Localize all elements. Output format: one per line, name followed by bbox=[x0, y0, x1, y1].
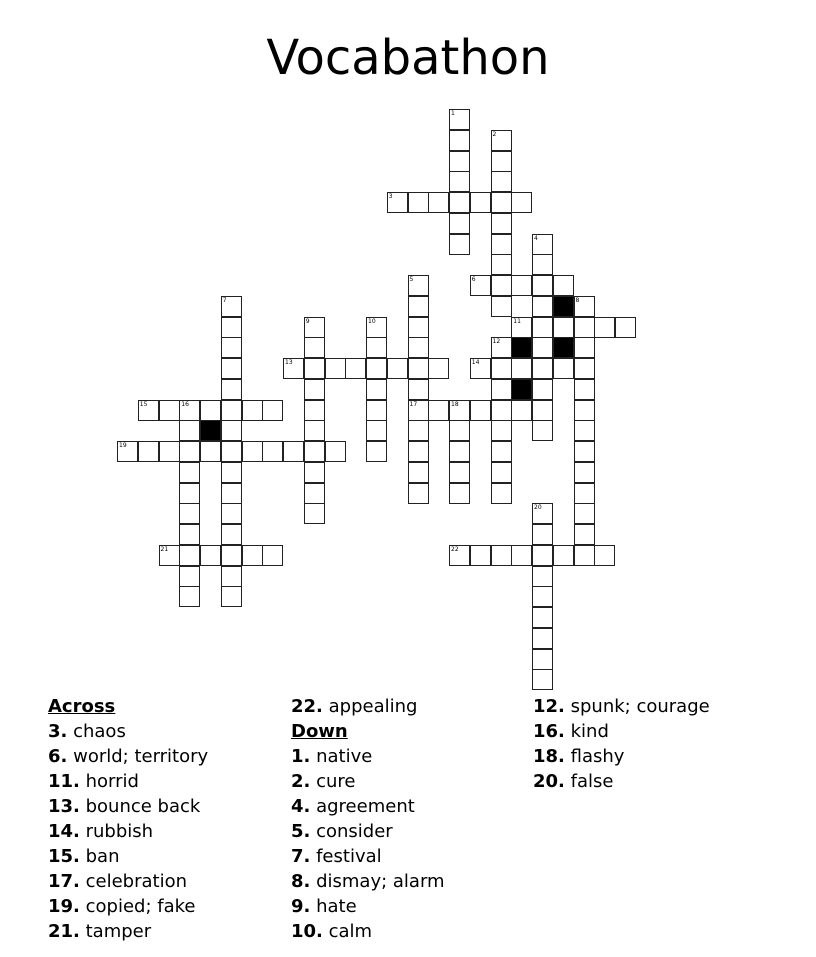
puzzle-title: Vocabathon bbox=[266, 30, 550, 86]
clue-item bbox=[48, 819, 208, 844]
grid-cell[interactable] bbox=[574, 462, 595, 483]
grid-cell[interactable] bbox=[159, 441, 180, 462]
clue-number: 14 bbox=[471, 359, 480, 366]
grid-cell[interactable] bbox=[511, 192, 532, 213]
black-cell bbox=[200, 420, 221, 441]
grid-cell[interactable] bbox=[179, 400, 200, 421]
grid-cell[interactable] bbox=[449, 192, 470, 213]
clue-item bbox=[48, 794, 208, 819]
clues-column-2 bbox=[291, 694, 445, 944]
black-cell bbox=[511, 379, 532, 400]
grid-cell[interactable] bbox=[491, 151, 512, 172]
grid-cell[interactable] bbox=[366, 337, 387, 358]
grid-cell[interactable] bbox=[179, 420, 200, 441]
clue-text: ban bbox=[79, 846, 120, 867]
grid-cell[interactable] bbox=[491, 296, 512, 317]
grid-cell[interactable] bbox=[179, 462, 200, 483]
clue-item bbox=[291, 694, 445, 719]
grid-cell[interactable] bbox=[532, 649, 553, 670]
clue-text: consider bbox=[310, 821, 393, 842]
grid-cell[interactable] bbox=[532, 566, 553, 587]
clue-num: 14. bbox=[48, 821, 80, 842]
grid-cell[interactable] bbox=[532, 379, 553, 400]
grid-cell[interactable] bbox=[242, 400, 263, 421]
clue-item bbox=[533, 694, 710, 719]
clue-num: 16. bbox=[533, 721, 565, 742]
grid-cell[interactable] bbox=[449, 234, 470, 255]
grid-cell[interactable] bbox=[221, 483, 242, 504]
grid-cell[interactable] bbox=[491, 545, 512, 566]
clue-num: 1. bbox=[291, 746, 311, 767]
grid-cell[interactable] bbox=[283, 441, 304, 462]
clue-item bbox=[291, 919, 445, 944]
clue-number: 17 bbox=[409, 400, 418, 408]
clue-num: 15. bbox=[48, 846, 80, 867]
clue-number: 15 bbox=[139, 400, 148, 408]
clue-number: 13 bbox=[285, 359, 293, 366]
grid-cell[interactable] bbox=[366, 379, 387, 400]
clue-text: native bbox=[310, 746, 373, 767]
grid-cell[interactable] bbox=[491, 420, 512, 441]
grid-cell[interactable] bbox=[511, 317, 532, 338]
clue-num: 2. bbox=[291, 771, 311, 792]
grid-cell[interactable] bbox=[574, 337, 595, 358]
grid-cell[interactable] bbox=[366, 420, 387, 441]
clue-number: 7 bbox=[222, 296, 227, 304]
grid-cell[interactable] bbox=[553, 545, 574, 566]
grid-cell[interactable] bbox=[304, 379, 325, 400]
grid-cell[interactable] bbox=[221, 503, 242, 524]
clue-item bbox=[48, 894, 208, 919]
clue-item bbox=[48, 719, 208, 744]
grid-cell[interactable] bbox=[491, 462, 512, 483]
clue-number: 8 bbox=[575, 296, 580, 304]
grid-cell[interactable] bbox=[221, 337, 242, 358]
grid-cell[interactable] bbox=[449, 213, 470, 234]
grid-cell[interactable] bbox=[428, 400, 449, 421]
clue-item bbox=[48, 769, 208, 794]
grid-cell[interactable] bbox=[553, 358, 574, 379]
grid-cell[interactable] bbox=[491, 254, 512, 275]
grid-cell[interactable] bbox=[408, 379, 429, 400]
grid-cell[interactable] bbox=[304, 358, 325, 379]
grid-cell[interactable] bbox=[449, 462, 470, 483]
clue-num: 4. bbox=[291, 796, 311, 817]
grid-cell[interactable] bbox=[574, 317, 595, 338]
clue-num: 13. bbox=[48, 796, 80, 817]
grid-cell[interactable] bbox=[242, 545, 263, 566]
clue-number: 6 bbox=[471, 276, 476, 283]
clue-num: 3. bbox=[48, 721, 68, 742]
grid-cell[interactable] bbox=[532, 669, 553, 690]
grid-cell[interactable] bbox=[449, 483, 470, 504]
clue-item bbox=[48, 844, 208, 869]
grid-cell[interactable] bbox=[221, 358, 242, 379]
grid-cell[interactable] bbox=[159, 545, 180, 566]
grid-cell[interactable] bbox=[449, 109, 470, 130]
grid-cell[interactable] bbox=[532, 503, 553, 524]
grid-cell[interactable] bbox=[408, 192, 429, 213]
grid-cell[interactable] bbox=[408, 441, 429, 462]
clue-number: 10 bbox=[368, 317, 376, 325]
grid-cell[interactable] bbox=[200, 400, 221, 421]
grid-cell[interactable] bbox=[532, 628, 553, 649]
clue-number: 5 bbox=[409, 276, 414, 283]
clue-text: chaos bbox=[67, 721, 126, 742]
grid-cell[interactable] bbox=[574, 296, 595, 317]
grid-cell[interactable] bbox=[179, 503, 200, 524]
grid-cell[interactable] bbox=[428, 192, 449, 213]
clue-item bbox=[533, 744, 710, 769]
grid-cell[interactable] bbox=[491, 213, 512, 234]
clue-number: 19 bbox=[119, 442, 127, 449]
clue-text: celebration bbox=[79, 871, 187, 892]
grid-cell[interactable] bbox=[408, 358, 429, 379]
grid-cell[interactable] bbox=[221, 566, 242, 587]
grid-cell[interactable] bbox=[574, 545, 595, 566]
grid-cell[interactable] bbox=[532, 586, 553, 607]
grid-cell[interactable] bbox=[470, 192, 491, 213]
grid-cell[interactable] bbox=[387, 192, 408, 213]
grid-cell[interactable] bbox=[511, 358, 532, 379]
grid-cell[interactable] bbox=[304, 503, 325, 524]
grid-cell[interactable] bbox=[408, 462, 429, 483]
clue-text: world; territory bbox=[67, 746, 209, 767]
clue-item bbox=[533, 769, 710, 794]
grid-cell[interactable] bbox=[304, 420, 325, 441]
grid-cell[interactable] bbox=[470, 545, 491, 566]
grid-cell[interactable] bbox=[449, 420, 470, 441]
grid-cell[interactable] bbox=[491, 358, 512, 379]
clue-num: 6. bbox=[48, 746, 68, 767]
grid-cell[interactable] bbox=[491, 379, 512, 400]
down-clues bbox=[291, 744, 445, 944]
grid-cell[interactable] bbox=[491, 483, 512, 504]
grid-cell[interactable] bbox=[179, 441, 200, 462]
grid-cell[interactable] bbox=[366, 400, 387, 421]
grid-cell[interactable] bbox=[553, 317, 574, 338]
grid-cell[interactable] bbox=[179, 483, 200, 504]
clue-text: false bbox=[564, 771, 614, 792]
grid-cell[interactable] bbox=[262, 545, 283, 566]
clue-text: copied; fake bbox=[79, 896, 196, 917]
clues-column-1 bbox=[48, 694, 208, 944]
grid-cell[interactable] bbox=[491, 337, 512, 358]
grid-cell[interactable] bbox=[511, 545, 532, 566]
grid-cell[interactable] bbox=[574, 483, 595, 504]
clue-text: dismay; alarm bbox=[310, 871, 445, 892]
clue-num: 7. bbox=[291, 846, 311, 867]
clue-num: 19. bbox=[48, 896, 80, 917]
grid-cell[interactable] bbox=[179, 545, 200, 566]
clues-column-3 bbox=[533, 694, 710, 794]
grid-cell[interactable] bbox=[594, 545, 615, 566]
clue-item bbox=[291, 769, 445, 794]
grid-cell[interactable] bbox=[470, 358, 491, 379]
clue-text: appealing bbox=[322, 696, 418, 717]
grid-cell[interactable] bbox=[117, 441, 138, 462]
grid-cell[interactable] bbox=[574, 379, 595, 400]
grid-cell[interactable] bbox=[366, 441, 387, 462]
grid-cell[interactable] bbox=[553, 275, 574, 296]
clue-number: 21 bbox=[160, 545, 169, 553]
grid-cell[interactable] bbox=[408, 296, 429, 317]
grid-cell[interactable] bbox=[574, 503, 595, 524]
grid-cell[interactable] bbox=[594, 317, 615, 338]
grid-cell[interactable] bbox=[304, 483, 325, 504]
grid-cell[interactable] bbox=[408, 317, 429, 338]
grid-cell[interactable] bbox=[491, 275, 512, 296]
clue-text: spunk; courage bbox=[564, 696, 710, 717]
grid-cell[interactable] bbox=[574, 400, 595, 421]
grid-cell[interactable] bbox=[408, 337, 429, 358]
grid-cell[interactable] bbox=[221, 420, 242, 441]
grid-cell[interactable] bbox=[408, 400, 429, 421]
grid-cell[interactable] bbox=[532, 254, 553, 275]
clue-number: 16 bbox=[181, 400, 189, 408]
grid-cell[interactable] bbox=[262, 441, 283, 462]
grid-cell[interactable] bbox=[491, 192, 512, 213]
across-clues-continued bbox=[291, 694, 445, 719]
grid-cell[interactable] bbox=[532, 275, 553, 296]
grid-cell[interactable] bbox=[574, 358, 595, 379]
grid-cell[interactable] bbox=[491, 441, 512, 462]
clue-number: 20 bbox=[534, 504, 542, 512]
grid-cell[interactable] bbox=[449, 130, 470, 151]
grid-cell[interactable] bbox=[221, 462, 242, 483]
grid-cell[interactable] bbox=[221, 379, 242, 400]
clue-num: 21. bbox=[48, 921, 80, 942]
clue-item bbox=[48, 919, 208, 944]
clue-number: 2 bbox=[492, 130, 497, 138]
grid-cell[interactable] bbox=[325, 358, 346, 379]
grid-cell[interactable] bbox=[574, 524, 595, 545]
grid-cell[interactable] bbox=[532, 317, 553, 338]
clue-item bbox=[291, 869, 445, 894]
grid-cell[interactable] bbox=[221, 586, 242, 607]
clue-num: 17. bbox=[48, 871, 80, 892]
grid-cell[interactable] bbox=[408, 483, 429, 504]
grid-cell[interactable] bbox=[470, 275, 491, 296]
grid-cell[interactable] bbox=[138, 441, 159, 462]
grid-cell[interactable] bbox=[179, 586, 200, 607]
grid-cell[interactable] bbox=[242, 441, 263, 462]
grid-cell[interactable] bbox=[304, 462, 325, 483]
grid-cell[interactable] bbox=[262, 400, 283, 421]
clue-num: 18. bbox=[533, 746, 565, 767]
grid-cell[interactable] bbox=[408, 420, 429, 441]
grid-cell[interactable] bbox=[491, 234, 512, 255]
grid-cell[interactable] bbox=[325, 441, 346, 462]
clue-text: bounce back bbox=[79, 796, 201, 817]
grid-cell[interactable] bbox=[221, 524, 242, 545]
clue-item bbox=[48, 869, 208, 894]
clue-num: 22. bbox=[291, 696, 323, 717]
clue-number: 11 bbox=[513, 317, 521, 325]
grid-cell[interactable] bbox=[449, 441, 470, 462]
clue-num: 20. bbox=[533, 771, 565, 792]
clue-num: 5. bbox=[291, 821, 311, 842]
grid-cell[interactable] bbox=[221, 296, 242, 317]
grid-cell[interactable] bbox=[200, 545, 221, 566]
grid-cell[interactable] bbox=[304, 337, 325, 358]
grid-cell[interactable] bbox=[366, 358, 387, 379]
clue-number: 18 bbox=[451, 400, 459, 408]
grid-cell[interactable] bbox=[532, 296, 553, 317]
clue-text: kind bbox=[564, 721, 609, 742]
clue-item bbox=[291, 744, 445, 769]
clue-number: 22 bbox=[451, 545, 459, 553]
grid-cell[interactable] bbox=[449, 545, 470, 566]
grid-cell[interactable] bbox=[221, 400, 242, 421]
clue-item bbox=[291, 844, 445, 869]
clue-item bbox=[291, 894, 445, 919]
clue-text: calm bbox=[322, 921, 373, 942]
clue-text: rubbish bbox=[79, 821, 154, 842]
clue-text: hate bbox=[310, 896, 357, 917]
grid-cell[interactable] bbox=[366, 317, 387, 338]
grid-cell[interactable] bbox=[345, 358, 366, 379]
grid-cell[interactable] bbox=[532, 524, 553, 545]
grid-cell[interactable] bbox=[532, 607, 553, 628]
grid-cell[interactable] bbox=[159, 400, 180, 421]
clue-num: 9. bbox=[291, 896, 311, 917]
grid-cell[interactable] bbox=[387, 358, 408, 379]
grid-cell[interactable] bbox=[615, 317, 636, 338]
grid-cell[interactable] bbox=[491, 400, 512, 421]
grid-cell[interactable] bbox=[304, 400, 325, 421]
grid-cell[interactable] bbox=[221, 545, 242, 566]
grid-cell[interactable] bbox=[491, 130, 512, 151]
grid-cell[interactable] bbox=[511, 275, 532, 296]
clue-num: 11. bbox=[48, 771, 80, 792]
grid-cell[interactable] bbox=[221, 317, 242, 338]
grid-cell[interactable] bbox=[283, 358, 304, 379]
clue-text: cure bbox=[310, 771, 356, 792]
grid-cell[interactable] bbox=[221, 441, 242, 462]
grid-cell[interactable] bbox=[532, 545, 553, 566]
grid-cell[interactable] bbox=[179, 566, 200, 587]
clue-text: festival bbox=[310, 846, 382, 867]
grid-cell[interactable] bbox=[470, 400, 491, 421]
grid-cell[interactable] bbox=[532, 234, 553, 255]
down-header: Down bbox=[291, 721, 348, 742]
clue-number: 12 bbox=[492, 338, 501, 346]
down-clues-continued bbox=[533, 694, 710, 794]
black-cell bbox=[553, 296, 574, 317]
black-cell bbox=[511, 337, 532, 358]
clue-text: flashy bbox=[564, 746, 625, 767]
across-clues bbox=[48, 719, 208, 944]
clue-text: agreement bbox=[310, 796, 415, 817]
clue-item bbox=[291, 794, 445, 819]
grid-cell[interactable] bbox=[511, 400, 532, 421]
grid-cell[interactable] bbox=[304, 317, 325, 338]
grid-cell[interactable] bbox=[574, 420, 595, 441]
grid-cell[interactable] bbox=[491, 171, 512, 192]
grid-cell[interactable] bbox=[428, 358, 449, 379]
clue-num: 8. bbox=[291, 871, 311, 892]
clue-item bbox=[48, 744, 208, 769]
clue-number: 3 bbox=[388, 193, 393, 200]
grid-cell[interactable] bbox=[532, 337, 553, 358]
clue-text: tamper bbox=[79, 921, 152, 942]
clue-num: 10. bbox=[291, 921, 323, 942]
black-cell bbox=[553, 337, 574, 358]
grid-cell[interactable] bbox=[304, 441, 325, 462]
grid-cell[interactable] bbox=[408, 275, 429, 296]
clue-text: horrid bbox=[79, 771, 139, 792]
grid-cell[interactable] bbox=[574, 441, 595, 462]
clue-number: 4 bbox=[534, 234, 538, 242]
grid-cell[interactable] bbox=[200, 441, 221, 462]
grid-cell[interactable] bbox=[532, 400, 553, 421]
grid-cell[interactable] bbox=[449, 171, 470, 192]
grid-cell[interactable] bbox=[449, 400, 470, 421]
clue-number: 9 bbox=[305, 317, 310, 325]
grid-cell[interactable] bbox=[449, 151, 470, 172]
grid-cell[interactable] bbox=[138, 400, 159, 421]
clue-item bbox=[533, 719, 710, 744]
clue-number: 1 bbox=[451, 110, 455, 117]
grid-cell[interactable] bbox=[179, 524, 200, 545]
grid-cell[interactable] bbox=[532, 420, 553, 441]
grid-cell[interactable] bbox=[532, 358, 553, 379]
across-header: Across bbox=[48, 696, 116, 717]
clue-item bbox=[291, 819, 445, 844]
clue-num: 12. bbox=[533, 696, 565, 717]
